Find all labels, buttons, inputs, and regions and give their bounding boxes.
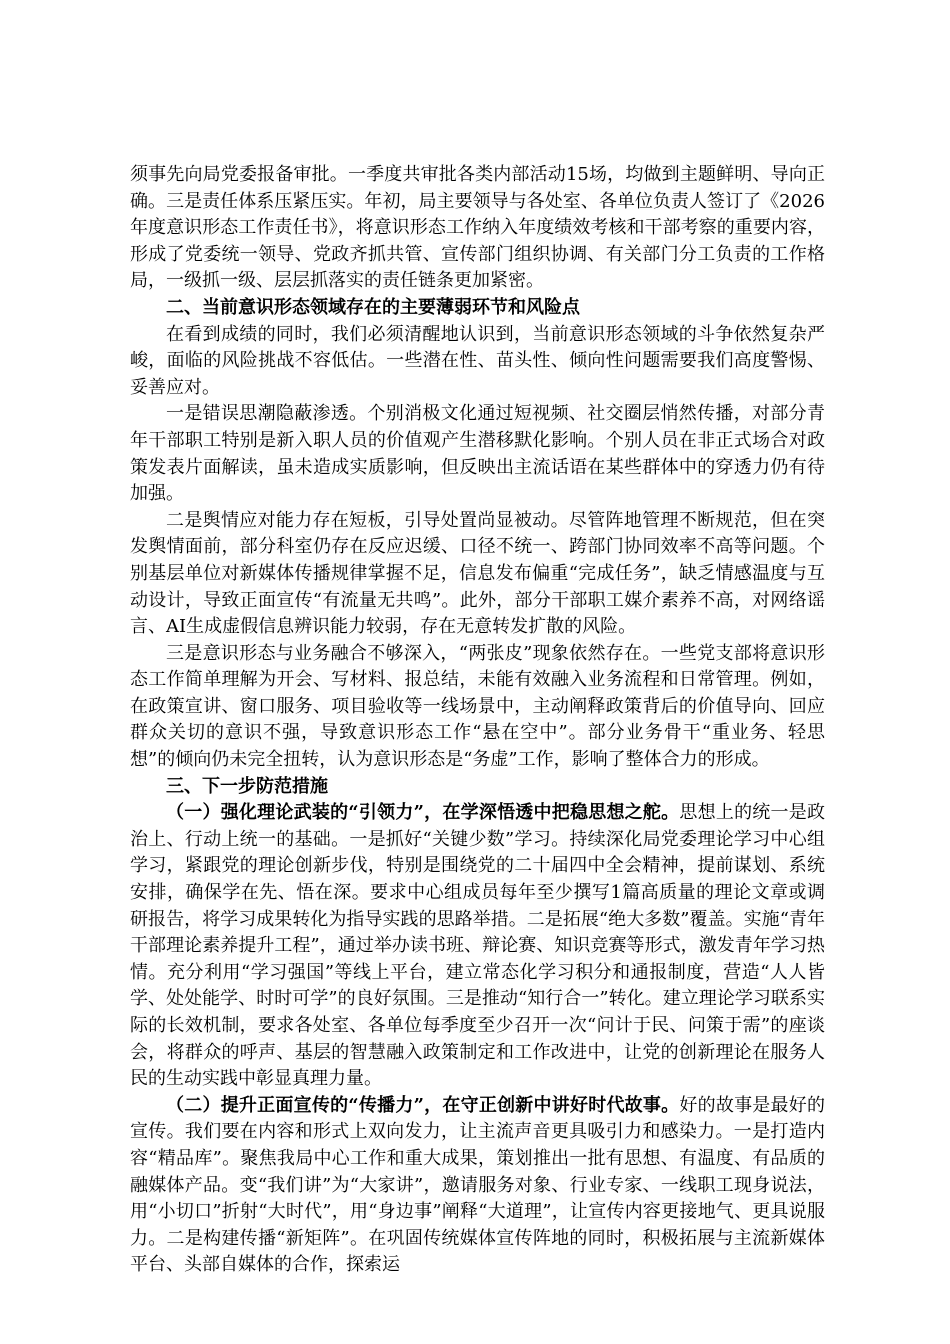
paragraph-measure-1 bbox=[130, 800, 825, 1093]
measure-2-body: 好的故事是最好的宣传。我们要在内容和形式上双向发力，让主流声音更具吸引力和感染力。一是打造内容“精品库”。聚焦我局中心工作和重大成果，策划推出一批有思想、有温度、有品质的融媒体产品。变“我们讲”为“大家讲”，邀请服务对象、行业专家、一线职工现身说法，用“小切口”折射“大时代”，用“身边事”阐释“大道理”，让宣传内容更接地气、更具说服力。二是构建传播“新矩阵”。在巩固传统媒体宣传阵地的同时，积极拓展与主流新媒体平台、头部自媒体的合作，探索运 bbox=[130, 1094, 825, 1276]
measure-2-heading: （二）提升正面宣传的“传播力”，在守正创新中讲好时代故事。 bbox=[166, 1094, 680, 1116]
document-body bbox=[130, 162, 825, 1279]
paragraph-risk-2: 二是舆情应对能力存在短板，引导处置尚显被动。尽管阵地管理不断规范，但在突发舆情面前，部分科室仍存在反应迟缓、口径不统一、跨部门协同效率不高等问题。个别基层单位对新媒体传播规律掌握不足，信息发布偏重“完成任务”，缺乏情感温度与互动设计，导致正面宣传“有流量无共鸣”。此外，部分干部职工媒介素养不高，对网络谣言、AI生成虚假信息辨识能力较弱，存在无意转发扩散的风险。 bbox=[130, 509, 825, 638]
paragraph-risk-1: 一是错误思潮隐蔽渗透。个别消极文化通过短视频、社交圈层悄然传播，对部分青年干部职工特别是新入职人员的价值观产生潜移默化影响。个别人员在非正式场合对政策发表片面解读，虽未造成实质影响，但反映出主流话语在某些群体中的穿透力仍有待加强。 bbox=[130, 403, 825, 505]
section-heading-3: 三、下一步防范措施 bbox=[166, 775, 328, 797]
paragraph-measure-2 bbox=[130, 1093, 825, 1279]
paragraph-risk-intro: 在看到成绩的同时，我们必须清醒地认识到，当前意识形态领域的斗争依然复杂严峻，面临的风险挑战不容低估。一些潜在性、苗头性、倾向性问题需要我们高度警惕、妥善应对。 bbox=[130, 323, 825, 398]
paragraph-continued: 须事先向局党委报备审批。一季度共审批各类内部活动15场，均做到主题鲜明、导向正确。三是责任体系压紧压实。年初，局主要领导与各处室、各单位负责人签订了《2026年度意识形态工作责任书》，将意识形态工作纳入年度绩效考核和干部考察的重要内容，形成了党委统一领导、党政齐抓共管、宣传部门组织协调、有关部门分工负责的工作格局，一级抓一级、层层抓落实的责任链条更加紧密。 bbox=[130, 164, 825, 292]
measure-1-heading: （一）强化理论武装的“引领力”，在学深悟透中把稳思想之舵。 bbox=[166, 802, 680, 824]
measure-1-body: 思想上的统一是政治上、行动上统一的基础。一是抓好“关键少数”学习。持续深化局党委理论学习中心组学习，紧跟党的理论创新步伐，特别是围绕党的二十届四中全会精神，提前谋划、系统安排，确保学在先、悟在深。要求中心组成员每年至少撰写1篇高质量的理论文章或调研报告，将学习成果转化为指导实践的思路举措。二是拓展“绝大多数”覆盖。实施“青年干部理论素养提升工程”，通过举办读书班、辩论赛、知识竞赛等形式，激发青年学习热情。充分利用“学习强国”等线上平台，建立常态化学习积分和通报制度，营造“人人皆学、处处能学、时时可学”的良好氛围。三是推动“知行合一”转化。建立理论学习联系实际的长效机制，要求各处室、各单位每季度至少召开一次“问计于民、问策于需”的座谈会，将群众的呼声、基层的智慧融入政策制定和工作改进中，让党的创新理论在服务人民的生动实践中彰显真理力量。 bbox=[130, 802, 825, 1090]
section-heading-2: 二、当前意识形态领域存在的主要薄弱环节和风险点 bbox=[166, 296, 580, 318]
paragraph-risk-3: 三是意识形态与业务融合不够深入，“两张皮”现象依然存在。一些党支部将意识形态工作简单理解为开会、写材料、报总结，未能有效融入业务流程和日常管理。例如，在政策宣讲、窗口服务、项目验收等一线场景中，主动阐释政策背后的价值导向、回应群众关切的意识不强，导致意识形态工作“悬在空中”。部分业务骨干“重业务、轻思想”的倾向仍未完全扭转，认为意识形态是“务虚”工作，影响了整体合力的形成。 bbox=[130, 642, 825, 771]
